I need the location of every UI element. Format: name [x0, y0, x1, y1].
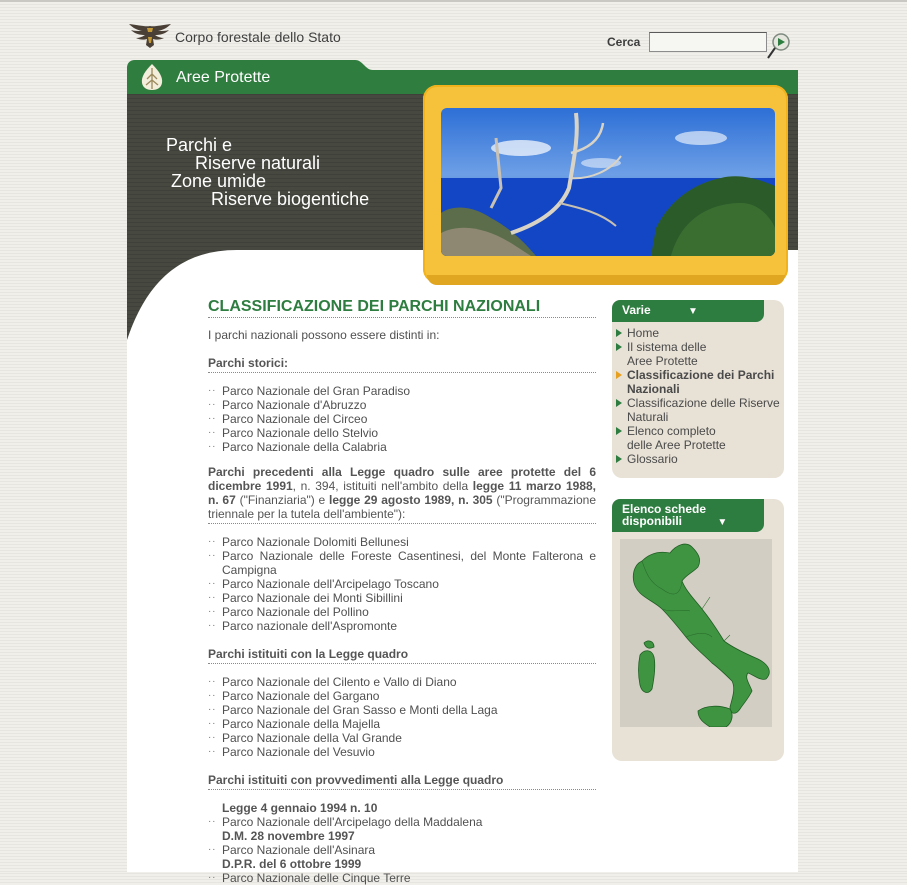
banner-line-1: Parchi e — [166, 135, 233, 155]
heading-normal-part: , n. 394, istituiti nell'ambito della — [292, 479, 473, 493]
brand[interactable] — [127, 20, 387, 52]
main-content — [208, 300, 596, 885]
list-item: · · Parco Nazionale dello Stelvio — [208, 426, 596, 440]
heading-bold-part: legge 29 agosto 1989, n. 305 — [329, 493, 493, 507]
sidebar-item-home[interactable]: Home — [616, 326, 782, 340]
search-form — [605, 31, 795, 61]
brand-name: Corpo forestale dello Stato — [175, 29, 341, 45]
page-title: CLASSIFICAZIONE DEI PARCHI NAZIONALI — [208, 300, 596, 318]
sidebar-schede-title: Elenco schede disponibili — [622, 502, 707, 528]
sidebar-menu — [616, 326, 782, 466]
triangle-down-icon: ▼ — [717, 517, 728, 528]
list-item: · · Parco Nazionale delle Foreste Casentinesi, del Monte Falterona e Campigna — [208, 549, 596, 577]
sidebar-varie-tab[interactable] — [612, 300, 764, 322]
list-item: · · Parco Nazionale del Gran Paradiso — [208, 384, 596, 398]
preceding-parks-list — [208, 535, 596, 633]
list-item: · · Parco Nazionale dell'Arcipelago Toscano — [208, 577, 596, 591]
list-item: · · Parco Nazionale dei Monti Sibillini — [208, 591, 596, 605]
sidebar-varie — [612, 300, 784, 478]
list-item: · · Parco Nazionale del Cilento e Vallo di Diano — [208, 675, 596, 689]
page-container — [127, 0, 798, 885]
law-reference: D.M. 28 novembre 1997 — [222, 829, 355, 843]
measures-list-3 — [208, 871, 596, 885]
photo-frame-shadow — [427, 275, 785, 285]
framework-parks-heading: Parchi istituiti con la Legge quadro — [208, 647, 596, 664]
list-item: · · Parco Nazionale della Calabria — [208, 440, 596, 454]
list-item: · · Parco Nazionale delle Cinque Terre — [208, 871, 596, 885]
sidebar-item-classificazione-parchi[interactable]: Classificazione dei Parchi Nazionali — [616, 368, 782, 396]
eagle-logo-icon — [127, 23, 173, 49]
sidebar-item-glossario[interactable]: Glossario — [616, 452, 782, 466]
section-title: Aree Protette — [176, 69, 271, 86]
heading-normal-part: ("Finanziaria") e — [235, 493, 329, 507]
banner-line-2: Riserve naturali — [195, 153, 321, 173]
heading-bold-part: legge 11 marzo 1988, n. 67 — [208, 479, 596, 507]
law-reference: Legge 4 gennaio 1994 n. 10 — [222, 801, 378, 815]
list-item: · · Parco Nazionale del Circeo — [208, 412, 596, 426]
heading-bold-part: Parchi precedenti alla Legge quadro sulle aree protette del 6 dicembre 1991 — [208, 465, 596, 493]
list-item: · · Parco Nazionale del Vesuvio — [208, 745, 596, 759]
sidebar-varie-title: Varie — [622, 303, 651, 317]
list-item: · · Parco Nazionale dell'Arcipelago della Maddalena — [208, 815, 596, 829]
search-go-icon[interactable] — [763, 31, 793, 61]
list-item: · · Parco Nazionale del Pollino — [208, 605, 596, 619]
measures-list-1 — [208, 815, 596, 829]
sidebar-schede — [612, 499, 784, 761]
italy-map-panel — [620, 539, 772, 727]
sidebar-item-classificazione-riserve[interactable]: Classificazione delle Riserve Naturali — [616, 396, 782, 424]
landscape-photo — [441, 108, 775, 256]
list-item: · · Parco Nazionale del Gran Sasso e Monti della Laga — [208, 703, 596, 717]
italy-map[interactable] — [620, 539, 772, 727]
search-label: Cerca — [607, 35, 641, 49]
measures-parks-heading: Parchi istituiti con provvedimenti alla Legge quadro — [208, 773, 596, 790]
sidebar-item-sistema-aree-protette[interactable]: Il sistema delle Aree Protette — [616, 340, 727, 368]
preceding-parks-heading — [208, 465, 596, 524]
list-item: · · Parco Nazionale dell'Asinara — [208, 843, 596, 857]
list-item: · · Parco Nazionale d'Abruzzo — [208, 398, 596, 412]
law-reference: D.P.R. del 6 ottobre 1999 — [222, 857, 362, 871]
sidebar-item-elenco-aree-protette[interactable]: Elenco completo delle Aree Protette — [616, 424, 739, 452]
search-input[interactable] — [649, 32, 767, 52]
heading-normal-part: ("Programmazione triennale per la tutela dell'ambiente"): — [208, 493, 596, 521]
list-item: · · Parco Nazionale della Val Grande — [208, 731, 596, 745]
historic-parks-heading: Parchi storici: — [208, 356, 596, 373]
measures-list-2 — [208, 843, 596, 857]
framework-parks-list — [208, 675, 596, 759]
banner-line-3: Zone umide — [171, 171, 267, 191]
sidebar-schede-tab[interactable] — [612, 499, 764, 532]
triangle-down-icon: ▼ — [688, 306, 698, 317]
banner-line-4: Riserve biogentiche — [211, 189, 370, 209]
list-item: · · Parco Nazionale del Gargano — [208, 689, 596, 703]
list-item: · · Parco nazionale dell'Aspromonte — [208, 619, 596, 633]
intro-text: I parchi nazionali possono essere distinti in: — [208, 328, 440, 342]
leaf-icon — [137, 62, 167, 92]
list-item: · · Parco Nazionale Dolomiti Bellunesi — [208, 535, 596, 549]
list-item: · · Parco Nazionale della Majella — [208, 717, 596, 731]
historic-parks-list — [208, 384, 596, 454]
